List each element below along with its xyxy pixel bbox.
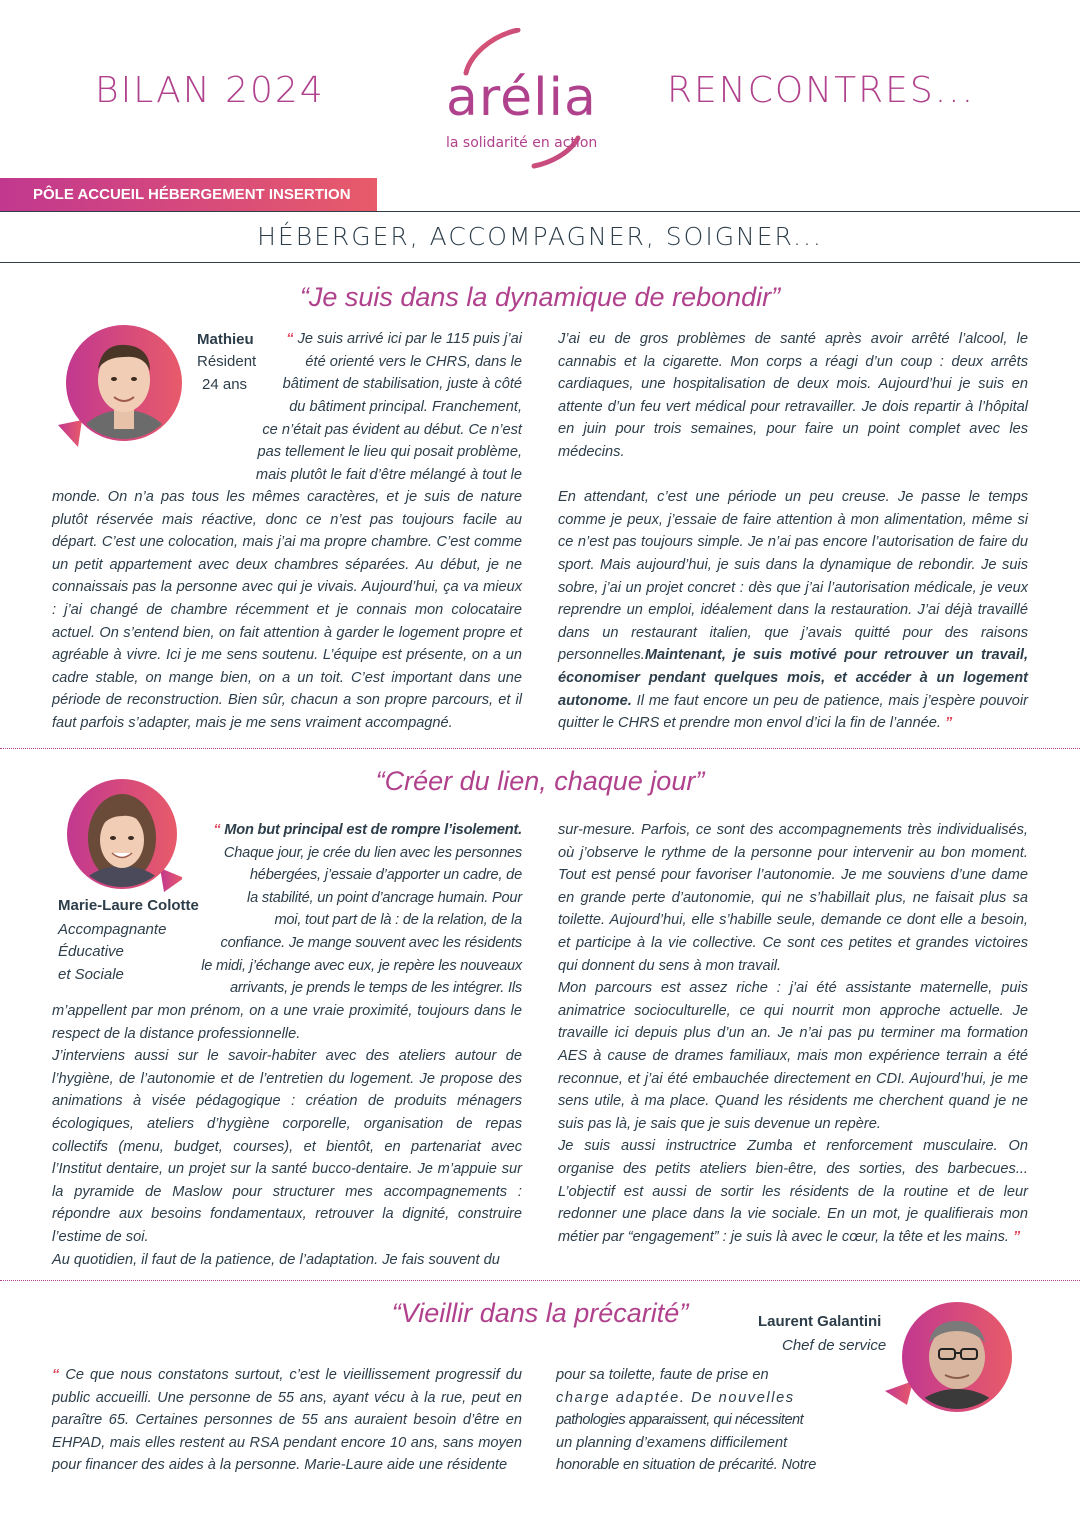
person-role: et Sociale [58, 966, 124, 983]
quote-body-laurent-col2 [556, 1364, 846, 1477]
text-line: pathologies apparaissent, qui nécessitent [556, 1412, 804, 1429]
paragraph: Mon parcours est assez riche : j’ai été assistante maternelle, puis animatrice socioculturelle, ce qui nourrit mon approche actuelle. Je travaille ici depuis plus d’un an. Je n’ai pas pu terminer ma formation AES à cause de drames familiaux, mais mon expérience terrain a été reconnue, et j’ai été embauchée directement en CDI. Aujourd’hui, je me sens utile, à ma place. Quand les résidents me cherchent quand je ne suis pas là, je sais que je suis devenue un repère. [558, 980, 1028, 1132]
quote-body-mathieu-col1: monde. On n’a pas tous les mêmes caractères, et je suis de nature plutôt réservée mais réactive, donc ce n’est pas toujours facile au départ. C’est une colocation, mais j’ai ma propre chambre. C’est comme un petit appartement avec deux chambres séparées. Au début, je ne connaissais pas la personne avec qui je vivais. Aujourd’hui, ça va mieux : j’ai changé de chambre récemment et je connais mon colocataire actuel. On s’entend bien, on fait attention à garder le logement propre et agréable à vivre. Ici je me sens soutenu. L’équipe est présente, on a un cadre stable, on mange bien, on a un toit. C’est important dans une période de reconstruction. Bien sûr, chacun a son propre parcours, et il faut parfois s’adapter, mais je me sens vraiment accompagné. [52, 489, 522, 731]
paragraph: Je suis aussi instructrice Zumba et renforcement musculaire. On organise des petits ateliers bien-être, des sorties, des barbecues... L’objectif est aussi de sortir les résidents de la routine et de leur redonner une place dans la vie sociale. En un mot, je qualifierais mon métier par “engagement” : je suis là avec le cœur, la tête et les mains. [558, 1138, 1028, 1245]
avatar-laurent [885, 1295, 1015, 1425]
header-bilan: BILAN 2024 [95, 70, 325, 111]
logo-wordmark: arélia [446, 68, 597, 128]
person-role: Éducative [58, 943, 124, 960]
close-quote-mark: ” [1008, 1228, 1021, 1245]
text-line: la stabilité, un point d’ancrage humain. Pour [247, 889, 522, 906]
open-quote-mark: “ [286, 331, 294, 347]
avatar-mathieu [52, 325, 182, 455]
quote-body-marie-laure-intro [178, 819, 522, 1000]
open-quote-mark: “ [52, 1367, 60, 1383]
quote-title-mathieu: “Je suis dans la dynamique de rebondir” [299, 282, 781, 312]
avatar-marie-laure [52, 778, 182, 908]
text-line: moi, tout part de là : de la relation, de la [274, 912, 522, 929]
text-line: été orienté vers le CHRS, dans le [305, 353, 522, 370]
paragraph: J’ai eu de gros problèmes de santé après avoir arrêté l’alcool, le cannabis et la cigarette. Mon corps a réagi d’un coup : deux arrêts cardiaques, une hospitalisation de deux mois. Aujourd’hui je suis en attente d’un feu vert médical pour retravailler. Je dois repartir à l’hôpital en juin pour trois semaines, pour faire un point complet avec les médecins. [558, 331, 1028, 460]
section-subtitle: HÉBERGER, ACCOMPAGNER, SOIGNER... [257, 222, 823, 251]
text-line: Je suis arrivé ici par le 115 puis j’ai [293, 331, 522, 347]
open-quote-mark: “ [213, 822, 225, 838]
person-name: Laurent Galantini [758, 1313, 882, 1330]
arelia-logo [430, 28, 630, 173]
separator [0, 1280, 1080, 1281]
paragraph-bold: Maintenant, je suis motivé pour retrouver un travail, économiser pendant quelques mois, et accéder à un logement autonome. [558, 647, 1028, 709]
person-age: 24 ans [202, 376, 248, 393]
quote-body-mathieu-intro-2 [240, 396, 522, 486]
quote-body-mathieu-col2 [558, 328, 1028, 735]
separator [0, 748, 1080, 749]
paragraph: m’appellent par mon prénom, on a une vraie proximité, toujours dans le respect de la distance professionnelle. [52, 1003, 522, 1042]
text-line: arrivants, je prends le temps de les intégrer. Ils [229, 980, 522, 997]
paragraph: Ce que nous constatons surtout, c’est le vieillissement progressif du public accueilli. Une personne de 55 ans, ayant vécu à la rue, peut en paraître 65. Certaines personnes de 55 ans auraient besoin d’être en EHPAD, mais elles restent au RSA pendant encore 10 ans, sans moyen pour financer des aides à la personne. Marie-Laure aide une résidente [52, 1367, 522, 1474]
close-quote-mark: ” [940, 715, 953, 732]
person-role: Chef de service [782, 1337, 887, 1354]
text-line: mais plutôt le fait d’être mélangé à tout le [255, 466, 522, 483]
top-rule [0, 211, 1080, 212]
quote-body-mathieu-intro [270, 328, 522, 396]
subtitle-rule [0, 262, 1080, 263]
paragraph: J’interviens aussi sur le savoir-habiter avec des ateliers autour de l’hygiène, de l’autonomie et de l’entretien du logement. Je propose des animations à visée pédagogique : création de produits ménagers écologiques, ateliers d’hygiène corporelle, organisation de repas collectifs (menu, budget, courses), et bientôt, en partenariat avec l’Institut dentaire, un projet sur la santé bucco-dentaire. Je m’appuie sur la pyramide de Maslow pour structurer mes accompagnements : répondre aux besoins fondamentaux, retrouver la dignité, construire l’estime de soi. [52, 1048, 522, 1245]
person-role: Accompagnante [58, 921, 167, 938]
text-line: un planning d’examens difficilement [556, 1434, 788, 1451]
pole-banner: PÔLE ACCUEIL HÉBERGEMENT INSERTION [0, 178, 377, 211]
header-rencontres: RENCONTRES... [667, 70, 976, 111]
paragraph: sur-mesure. Parfois, ce sont des accompagnements très individualisés, où j’observe le rythme de la personne pour intervenir au bon moment. Tout est pensé pour favoriser l’autonomie. Je me souviens d’une dame en grande perte d’autonomie, qui ne s’habillait plus, ne faisait plus sa toilette. Aujourd’hui, elle s’habille seule, demande ce dont elle a besoin, et participe à la vie collective. Ce sont ces petites et grandes victoires qui donnent du sens à mon travail. [558, 822, 1028, 974]
text-line: pas tellement le lieu qui posait problème, [257, 444, 522, 461]
text-line: confiance. Je mange souvent avec les résidents [220, 934, 522, 951]
person-role: Résident [197, 353, 257, 370]
paragraph: Il me faut encore un peu de patience, mais j’espère pouvoir quitter le CHRS et prendre mon envol d’ici la fin de l’année. [558, 692, 1028, 732]
text-line: hébergées, j’essaie d’apporter un cadre, de [249, 867, 522, 884]
quote-title-laurent: “Vieillir dans la précarité” [391, 1298, 689, 1328]
text-line: du bâtiment principal. Franchement, [289, 399, 522, 415]
person-name: Mathieu [197, 331, 254, 348]
text-line: ce n’était pas évident au début. Ce n’est [262, 421, 522, 438]
quote-body-laurent-col1 [52, 1364, 522, 1477]
text-line: le midi, j’échange avec eux, je repère les nouveaux [201, 957, 522, 974]
text-line-bold: Mon but principal est de rompre l’isolement. [224, 822, 522, 838]
paragraph: En attendant, c’est une période un peu creuse. Je passe le temps comme je peux, j’essaie de faire attention à mon alimentation, même si ce n’est pas toujours simple. Je n’ai pas encore l’autorisation de faire du sport. Mais aujourd’hui, je suis dans la dynamique de rebondir. Je suis sobre, j’ai un projet concret : dès que j’ai l’autorisation médicale, je veux reprendre un emploi, idéalement dans la restauration. J’ai déjà travaillé dans un restaurant italien, que j’avais quitté pour des raisons personnelles. [558, 489, 1028, 664]
paragraph: Au quotidien, il faut de la patience, de l’adaptation. Je fais souvent du [52, 1251, 500, 1268]
person-name: Marie-Laure Colotte [58, 897, 199, 914]
quote-body-marie-laure-col1 [52, 1000, 522, 1271]
text-line: pour sa toilette, faute de prise en [556, 1367, 769, 1383]
text-line: Chaque jour, je crée du lien avec les personnes [223, 844, 522, 861]
quote-body-marie-laure-col2 [558, 819, 1028, 1248]
text-line: honorable en situation de précarité. Notre [556, 1457, 817, 1474]
text-line: charge adaptée. De nouvelles [556, 1389, 795, 1406]
quote-title-marie-laure: “Créer du lien, chaque jour” [375, 766, 705, 796]
text-line: bâtiment de stabilisation, juste à côté [282, 376, 522, 393]
logo-tagline: la solidarité en action [446, 135, 598, 151]
